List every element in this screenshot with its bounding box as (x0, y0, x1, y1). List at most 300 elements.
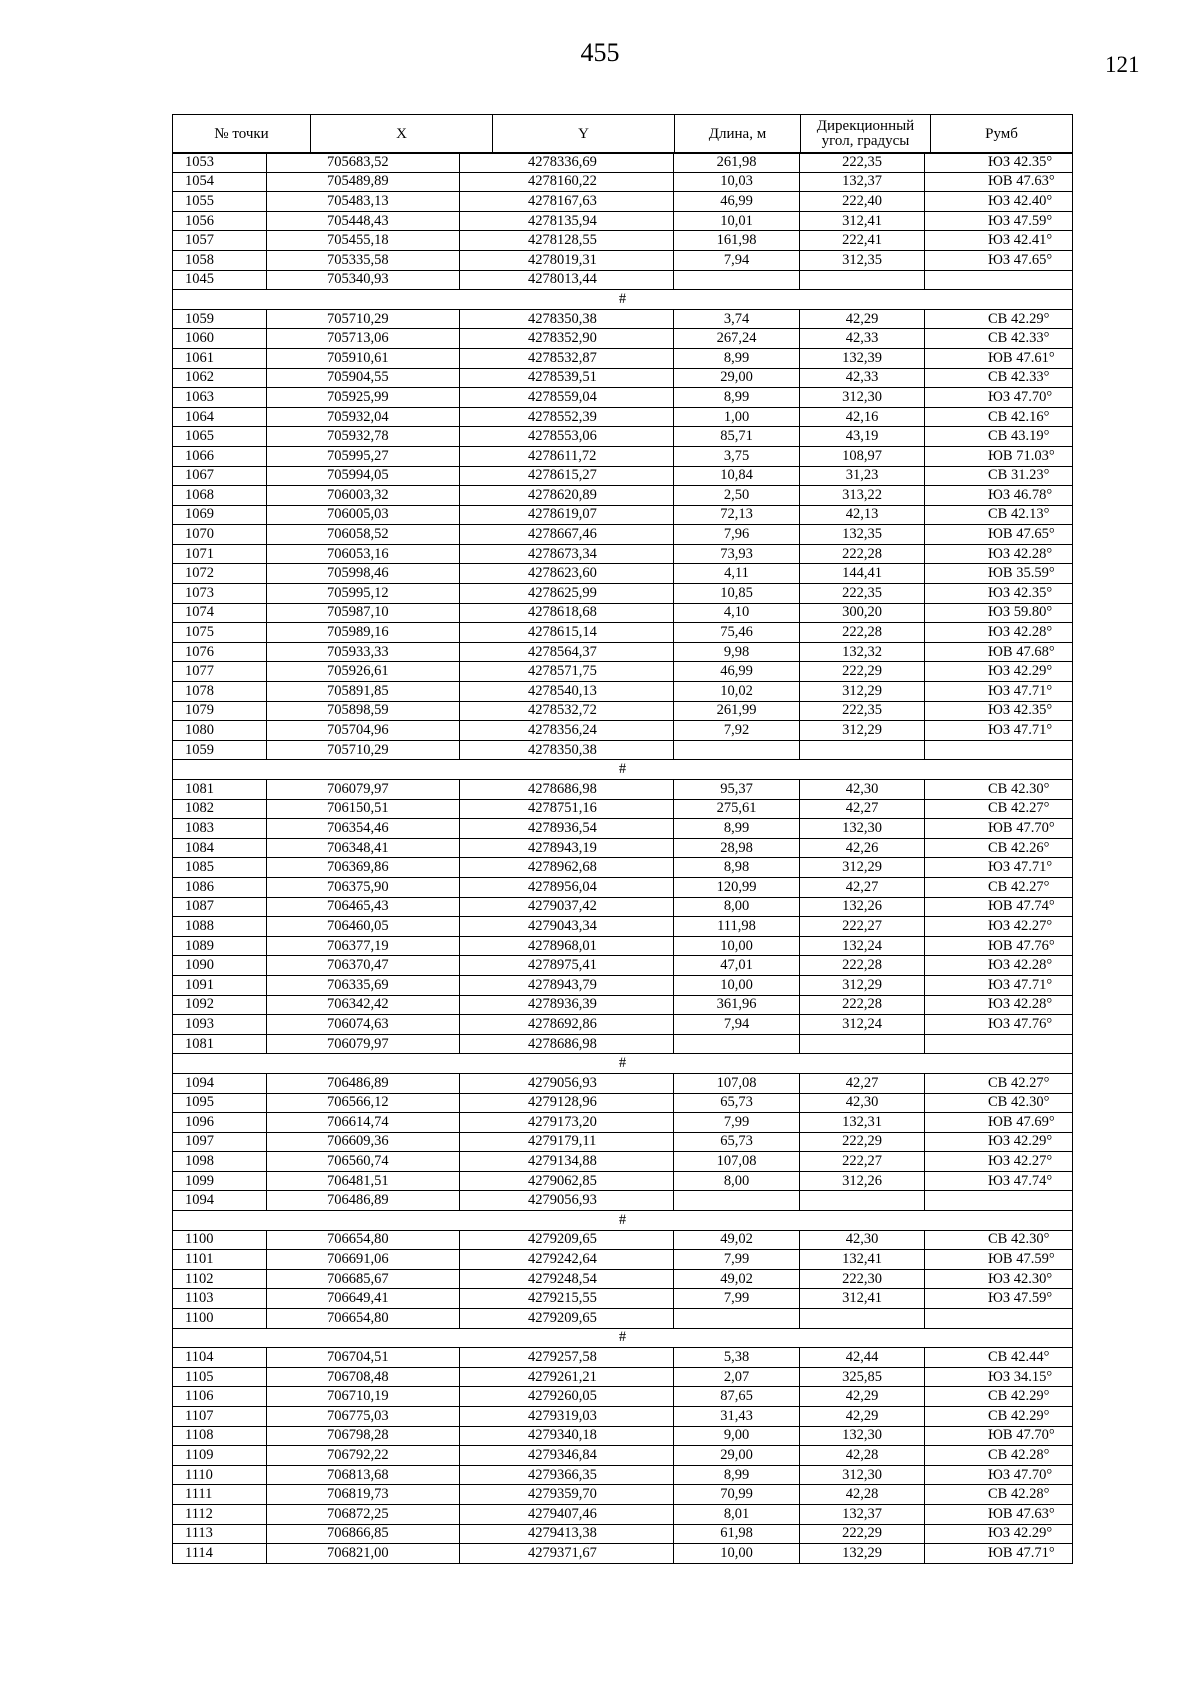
cell-x: 706685,67 (267, 1269, 460, 1289)
cell-length: 7,99 (674, 1113, 800, 1133)
cell-point: 1100 (173, 1230, 267, 1250)
cell-x: 705483,13 (267, 192, 460, 212)
cell-y: 4278673,34 (460, 544, 674, 564)
cell-y: 4279260,05 (460, 1387, 674, 1407)
cell-point: 1068 (173, 486, 267, 506)
cell-y: 4278559,04 (460, 388, 674, 408)
cell-x: 705898,59 (267, 701, 460, 721)
cell-rhumb: ЮВ 47.65° (925, 525, 1073, 545)
table-row (173, 858, 1073, 878)
cell-rhumb (925, 740, 1073, 760)
table-row (173, 544, 1073, 564)
page-number-right: 121 (1105, 52, 1140, 77)
cell-y: 4279056,93 (460, 1191, 674, 1211)
table-header (172, 114, 1073, 154)
cell-point: 1087 (173, 897, 267, 917)
cell-length (674, 270, 800, 290)
table-row (173, 1446, 1073, 1466)
header-angle-line2: угол, градусы (821, 133, 910, 149)
cell-rhumb: СВ 42.27° (925, 877, 1073, 897)
cell-rhumb: СВ 42.29° (925, 309, 1073, 329)
cell-length: 4,10 (674, 603, 800, 623)
cell-y: 4279340,18 (460, 1426, 674, 1446)
cell-length: 46,99 (674, 662, 800, 682)
cell-rhumb: ЮВ 47.63° (925, 1504, 1073, 1524)
cell-length: 3,75 (674, 446, 800, 466)
cell-point: 1103 (173, 1289, 267, 1309)
cell-point: 1109 (173, 1446, 267, 1466)
table-row (173, 780, 1073, 800)
cell-length: 107,08 (674, 1073, 800, 1093)
cell-x: 705340,93 (267, 270, 460, 290)
cell-point: 1111 (173, 1485, 267, 1505)
cell-angle: 43,19 (800, 427, 925, 447)
cell-rhumb: ЮЗ 47.74° (925, 1171, 1073, 1191)
cell-angle: 42,28 (800, 1446, 925, 1466)
cell-x: 705710,29 (267, 740, 460, 760)
cell-length: 1,00 (674, 407, 800, 427)
cell-y: 4278352,90 (460, 329, 674, 349)
cell-y: 4279128,96 (460, 1093, 674, 1113)
cell-rhumb: ЮЗ 47.71° (925, 721, 1073, 741)
cell-angle: 42,26 (800, 838, 925, 858)
cell-rhumb: СВ 42.29° (925, 1407, 1073, 1427)
cell-x: 705994,05 (267, 466, 460, 486)
cell-angle (800, 1191, 925, 1211)
cell-y: 4278540,13 (460, 682, 674, 702)
cell-angle: 132,37 (800, 1504, 925, 1524)
cell-rhumb (925, 1309, 1073, 1329)
table-row (173, 1544, 1073, 1564)
cell-point: 1089 (173, 936, 267, 956)
page-number-top: 455 (580, 38, 620, 67)
cell-angle: 222,28 (800, 956, 925, 976)
cell-angle: 313,22 (800, 486, 925, 506)
cell-point: 1059 (173, 740, 267, 760)
cell-x: 705910,61 (267, 348, 460, 368)
cell-length: 8,99 (674, 819, 800, 839)
cell-point: 1055 (173, 192, 267, 212)
table-row (173, 1113, 1073, 1133)
cell-angle (800, 270, 925, 290)
cell-angle: 132,30 (800, 819, 925, 839)
cell-angle: 42,33 (800, 368, 925, 388)
cell-length: 75,46 (674, 623, 800, 643)
cell-length: 275,61 (674, 799, 800, 819)
cell-rhumb: ЮЗ 42.29° (925, 1132, 1073, 1152)
cell-x: 706708,48 (267, 1367, 460, 1387)
cell-length: 73,93 (674, 544, 800, 564)
cell-rhumb: СВ 42.30° (925, 1230, 1073, 1250)
cell-rhumb: СВ 42.30° (925, 1093, 1073, 1113)
table-row (173, 211, 1073, 231)
cell-angle: 132,39 (800, 348, 925, 368)
separator-cell: # (173, 1054, 1073, 1074)
cell-x: 705932,04 (267, 407, 460, 427)
cell-y: 4278135,94 (460, 211, 674, 231)
cell-length: 120,99 (674, 877, 800, 897)
table-row (173, 1465, 1073, 1485)
cell-rhumb: ЮВ 47.70° (925, 819, 1073, 839)
cell-point: 1104 (173, 1348, 267, 1368)
table-row (173, 701, 1073, 721)
cell-length: 49,02 (674, 1269, 800, 1289)
cell-x: 706486,89 (267, 1191, 460, 1211)
table-row (173, 917, 1073, 937)
cell-length: 28,98 (674, 838, 800, 858)
table-row (173, 1191, 1073, 1211)
cell-x: 705683,52 (267, 153, 460, 173)
cell-rhumb: ЮЗ 42.28° (925, 623, 1073, 643)
cell-angle: 132,30 (800, 1426, 925, 1446)
separator-row (173, 1328, 1073, 1348)
cell-point: 1062 (173, 368, 267, 388)
cell-angle: 132,35 (800, 525, 925, 545)
table-row (173, 1269, 1073, 1289)
cell-point: 1112 (173, 1504, 267, 1524)
cell-x: 706813,68 (267, 1465, 460, 1485)
cell-point: 1085 (173, 858, 267, 878)
cell-angle: 222,41 (800, 231, 925, 251)
cell-x: 706654,80 (267, 1309, 460, 1329)
cell-y: 4278936,39 (460, 995, 674, 1015)
cell-length: 8,99 (674, 388, 800, 408)
cell-length: 7,94 (674, 250, 800, 270)
cell-y: 4278553,06 (460, 427, 674, 447)
cell-x: 705925,99 (267, 388, 460, 408)
cell-y: 4279179,11 (460, 1132, 674, 1152)
cell-rhumb: ЮВ 47.69° (925, 1113, 1073, 1133)
cell-point: 1079 (173, 701, 267, 721)
cell-length: 7,99 (674, 1289, 800, 1309)
cell-rhumb: ЮВ 47.59° (925, 1250, 1073, 1270)
cell-x: 705489,89 (267, 172, 460, 192)
cell-angle: 132,31 (800, 1113, 925, 1133)
cell-y: 4278615,14 (460, 623, 674, 643)
cell-point: 1098 (173, 1152, 267, 1172)
cell-y: 4279257,58 (460, 1348, 674, 1368)
cell-length: 49,02 (674, 1230, 800, 1250)
cell-angle: 222,27 (800, 1152, 925, 1172)
cell-x: 705995,27 (267, 446, 460, 466)
cell-angle: 222,29 (800, 1524, 925, 1544)
cell-y: 4278692,86 (460, 1015, 674, 1035)
cell-y: 4278532,72 (460, 701, 674, 721)
cell-rhumb: СВ 42.28° (925, 1446, 1073, 1466)
cell-angle: 144,41 (800, 564, 925, 584)
cell-angle: 325,85 (800, 1367, 925, 1387)
cell-point: 1094 (173, 1073, 267, 1093)
cell-x: 706481,51 (267, 1171, 460, 1191)
cell-point: 1091 (173, 975, 267, 995)
cell-y: 4278167,63 (460, 192, 674, 212)
cell-x: 705932,78 (267, 427, 460, 447)
cell-angle: 132,37 (800, 172, 925, 192)
cell-length: 10,85 (674, 584, 800, 604)
cell-x: 706354,46 (267, 819, 460, 839)
separator-row (173, 1054, 1073, 1074)
cell-length: 9,98 (674, 642, 800, 662)
cell-angle (800, 740, 925, 760)
cell-x: 706775,03 (267, 1407, 460, 1427)
cell-y: 4279134,88 (460, 1152, 674, 1172)
table-row (173, 956, 1073, 976)
cell-x: 706609,36 (267, 1132, 460, 1152)
cell-angle: 132,41 (800, 1250, 925, 1270)
cell-rhumb (925, 1191, 1073, 1211)
table-row (173, 1250, 1073, 1270)
cell-rhumb: ЮВ 47.61° (925, 348, 1073, 368)
cell-length: 2,50 (674, 486, 800, 506)
cell-y: 4279407,46 (460, 1504, 674, 1524)
cell-point: 1092 (173, 995, 267, 1015)
cell-rhumb: ЮВ 47.63° (925, 172, 1073, 192)
table-row (173, 1015, 1073, 1035)
cell-length: 47,01 (674, 956, 800, 976)
cell-length: 9,00 (674, 1426, 800, 1446)
cell-point: 1053 (173, 153, 267, 173)
cell-point: 1056 (173, 211, 267, 231)
cell-angle: 42,30 (800, 780, 925, 800)
cell-rhumb: ЮВ 47.71° (925, 1544, 1073, 1564)
cell-angle: 108,97 (800, 446, 925, 466)
cell-angle (800, 1309, 925, 1329)
cell-x: 706819,73 (267, 1485, 460, 1505)
table-row (173, 1073, 1073, 1093)
cell-angle: 312,30 (800, 1465, 925, 1485)
cell-length: 107,08 (674, 1152, 800, 1172)
cell-point: 1070 (173, 525, 267, 545)
coordinates-table (172, 152, 1073, 1564)
table-row (173, 231, 1073, 251)
cell-angle: 312,41 (800, 1289, 925, 1309)
cell-point: 1106 (173, 1387, 267, 1407)
cell-point: 1107 (173, 1407, 267, 1427)
cell-rhumb: ЮЗ 34.15° (925, 1367, 1073, 1387)
cell-rhumb: СВ 42.16° (925, 407, 1073, 427)
cell-length: 61,98 (674, 1524, 800, 1544)
cell-y: 4279359,70 (460, 1485, 674, 1505)
cell-x: 706150,51 (267, 799, 460, 819)
table-row (173, 466, 1073, 486)
cell-rhumb: ЮЗ 42.41° (925, 231, 1073, 251)
table-row (173, 603, 1073, 623)
cell-x: 706074,63 (267, 1015, 460, 1035)
cell-x: 706335,69 (267, 975, 460, 995)
cell-length (674, 740, 800, 760)
cell-y: 4279209,65 (460, 1309, 674, 1329)
cell-length: 7,94 (674, 1015, 800, 1035)
cell-angle: 42,44 (800, 1348, 925, 1368)
cell-rhumb: ЮЗ 42.35° (925, 584, 1073, 604)
cell-y: 4278128,55 (460, 231, 674, 251)
cell-point: 1105 (173, 1367, 267, 1387)
table-row (173, 368, 1073, 388)
cell-angle: 222,35 (800, 584, 925, 604)
cell-y: 4278975,41 (460, 956, 674, 976)
cell-point: 1067 (173, 466, 267, 486)
table-row (173, 525, 1073, 545)
cell-length: 8,00 (674, 897, 800, 917)
cell-rhumb: ЮЗ 47.70° (925, 1465, 1073, 1485)
cell-length: 46,99 (674, 192, 800, 212)
cell-point: 1095 (173, 1093, 267, 1113)
cell-y: 4279319,03 (460, 1407, 674, 1427)
table-row (173, 682, 1073, 702)
table-row (173, 427, 1073, 447)
cell-angle: 42,13 (800, 505, 925, 525)
cell-length: 2,07 (674, 1367, 800, 1387)
cell-x: 706649,41 (267, 1289, 460, 1309)
cell-y: 4278619,07 (460, 505, 674, 525)
cell-rhumb: ЮЗ 47.71° (925, 682, 1073, 702)
cell-length: 10,00 (674, 975, 800, 995)
cell-length: 3,74 (674, 309, 800, 329)
cell-point: 1072 (173, 564, 267, 584)
cell-y: 4279209,65 (460, 1230, 674, 1250)
cell-point: 1097 (173, 1132, 267, 1152)
cell-y: 4279248,54 (460, 1269, 674, 1289)
cell-point: 1065 (173, 427, 267, 447)
cell-length: 4,11 (674, 564, 800, 584)
cell-y: 4278571,75 (460, 662, 674, 682)
cell-x: 706377,19 (267, 936, 460, 956)
cell-point: 1088 (173, 917, 267, 937)
cell-length: 261,98 (674, 153, 800, 173)
cell-point: 1080 (173, 721, 267, 741)
cell-length: 31,43 (674, 1407, 800, 1427)
cell-x: 705933,33 (267, 642, 460, 662)
cell-angle: 300,20 (800, 603, 925, 623)
cell-rhumb: ЮВ 47.76° (925, 936, 1073, 956)
cell-y: 4278968,01 (460, 936, 674, 956)
cell-angle: 222,27 (800, 917, 925, 937)
header-x: X (311, 115, 493, 154)
cell-rhumb: ЮЗ 47.59° (925, 211, 1073, 231)
cell-rhumb: ЮЗ 46.78° (925, 486, 1073, 506)
cell-rhumb (925, 1034, 1073, 1054)
cell-x: 706654,80 (267, 1230, 460, 1250)
cell-point: 1066 (173, 446, 267, 466)
table-row (173, 1426, 1073, 1446)
cell-angle: 132,26 (800, 897, 925, 917)
table-row (173, 505, 1073, 525)
cell-x: 706370,47 (267, 956, 460, 976)
cell-point: 1077 (173, 662, 267, 682)
cell-angle: 312,30 (800, 388, 925, 408)
separator-cell: # (173, 760, 1073, 780)
cell-y: 4278611,72 (460, 446, 674, 466)
cell-angle: 222,30 (800, 1269, 925, 1289)
header-rhumb: Румб (931, 115, 1073, 154)
cell-x: 705987,10 (267, 603, 460, 623)
cell-rhumb: ЮЗ 47.71° (925, 858, 1073, 878)
table-row (173, 1504, 1073, 1524)
cell-x: 706614,74 (267, 1113, 460, 1133)
cell-x: 706566,12 (267, 1093, 460, 1113)
cell-angle: 222,28 (800, 623, 925, 643)
cell-y: 4278943,19 (460, 838, 674, 858)
cell-point: 1054 (173, 172, 267, 192)
table-row (173, 1289, 1073, 1309)
cell-rhumb: ЮВ 47.74° (925, 897, 1073, 917)
cell-rhumb: СВ 43.19° (925, 427, 1073, 447)
table-row (173, 329, 1073, 349)
cell-rhumb: ЮВ 35.59° (925, 564, 1073, 584)
cell-angle: 222,35 (800, 153, 925, 173)
cell-rhumb: ЮЗ 42.27° (925, 1152, 1073, 1172)
cell-y: 4279371,67 (460, 1544, 674, 1564)
cell-y: 4278943,79 (460, 975, 674, 995)
table-row (173, 1132, 1073, 1152)
cell-angle: 42,30 (800, 1093, 925, 1113)
header-angle (801, 115, 931, 154)
coordinates-table-body (173, 153, 1073, 1564)
cell-angle: 132,29 (800, 1544, 925, 1564)
cell-y: 4279215,55 (460, 1289, 674, 1309)
cell-angle: 42,27 (800, 877, 925, 897)
cell-x: 706486,89 (267, 1073, 460, 1093)
cell-length: 72,13 (674, 505, 800, 525)
header-angle-line1: Дирекционный (816, 118, 915, 134)
cell-length: 8,99 (674, 348, 800, 368)
cell-point: 1076 (173, 642, 267, 662)
cell-y: 4279056,93 (460, 1073, 674, 1093)
cell-angle: 42,29 (800, 1407, 925, 1427)
cell-rhumb: ЮЗ 42.29° (925, 1524, 1073, 1544)
cell-point: 1081 (173, 780, 267, 800)
header-length: Длина, м (675, 115, 801, 154)
cell-length: 10,00 (674, 1544, 800, 1564)
cell-point: 1069 (173, 505, 267, 525)
cell-x: 705448,43 (267, 211, 460, 231)
cell-point: 1081 (173, 1034, 267, 1054)
cell-rhumb: ЮЗ 47.76° (925, 1015, 1073, 1035)
cell-point: 1108 (173, 1426, 267, 1446)
cell-y: 4279261,21 (460, 1367, 674, 1387)
cell-x: 706872,25 (267, 1504, 460, 1524)
cell-y: 4278625,99 (460, 584, 674, 604)
cell-length: 261,99 (674, 701, 800, 721)
cell-x: 706079,97 (267, 1034, 460, 1054)
cell-length: 29,00 (674, 1446, 800, 1466)
cell-y: 4278532,87 (460, 348, 674, 368)
separator-cell: # (173, 290, 1073, 310)
table-row (173, 740, 1073, 760)
cell-y: 4278956,04 (460, 877, 674, 897)
cell-x: 706866,85 (267, 1524, 460, 1544)
cell-y: 4278686,98 (460, 780, 674, 800)
cell-y: 4278936,54 (460, 819, 674, 839)
cell-length: 161,98 (674, 231, 800, 251)
cell-x: 706079,97 (267, 780, 460, 800)
cell-point: 1071 (173, 544, 267, 564)
cell-point: 1101 (173, 1250, 267, 1270)
table-row (173, 1230, 1073, 1250)
cell-rhumb: СВ 42.28° (925, 1485, 1073, 1505)
table-row (173, 172, 1073, 192)
cell-y: 4278618,68 (460, 603, 674, 623)
table-row (173, 153, 1073, 173)
cell-x: 705891,85 (267, 682, 460, 702)
cell-length: 8,00 (674, 1171, 800, 1191)
cell-angle (800, 1034, 925, 1054)
cell-length: 95,37 (674, 780, 800, 800)
table-row (173, 192, 1073, 212)
table-row (173, 838, 1073, 858)
cell-y: 4278615,27 (460, 466, 674, 486)
cell-x: 705926,61 (267, 662, 460, 682)
